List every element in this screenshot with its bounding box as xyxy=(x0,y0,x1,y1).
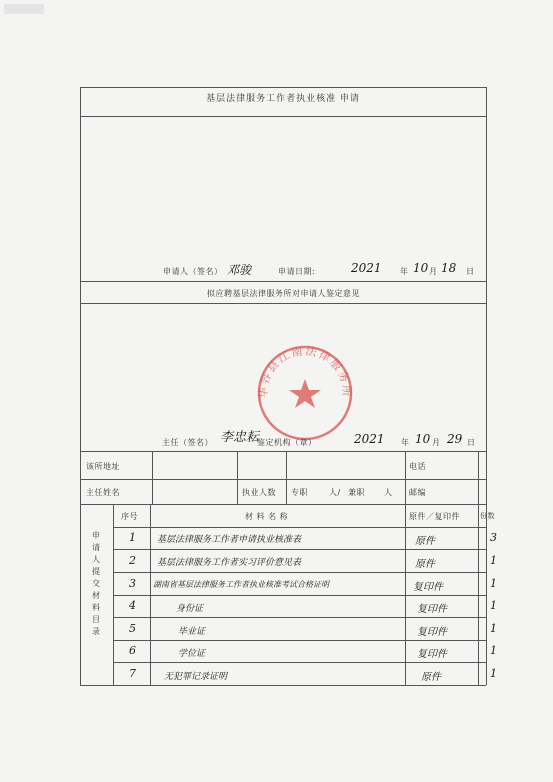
row-3-no: 3 xyxy=(129,577,136,590)
rule-title-bottom xyxy=(80,116,486,117)
rule-row5-bottom xyxy=(113,640,486,641)
rule-original-right xyxy=(478,504,479,685)
apply-day: 18 xyxy=(441,261,457,275)
apply-month-unit: 月 xyxy=(429,267,438,276)
row-7-no: 7 xyxy=(129,667,136,680)
row-4-no: 4 xyxy=(129,599,136,612)
org-day: 29 xyxy=(447,432,463,446)
rule-right xyxy=(486,87,487,685)
rule-side-label-right xyxy=(113,504,114,685)
rule-row6-bottom xyxy=(113,662,486,663)
row-2-name: 基层法律服务工作者实习评价意见表 xyxy=(157,558,302,568)
row-1-type: 原件 xyxy=(415,536,435,547)
rule-table-header-bottom xyxy=(113,527,486,528)
rule-address-label-right xyxy=(152,451,153,504)
apply-month: 10 xyxy=(413,261,429,275)
org-seal xyxy=(255,343,355,443)
row-4-name: 身份证 xyxy=(176,604,204,614)
row-1-no: 1 xyxy=(129,531,136,544)
row-1-name: 基层法律服务工作者申请执业核准表 xyxy=(157,535,302,545)
director-signature: 李忠耘 xyxy=(220,430,260,445)
org-year: 2021 xyxy=(354,432,385,446)
org-month: 10 xyxy=(415,432,431,446)
director-name-label: 主任姓名 xyxy=(86,488,120,497)
phone-label: 电话 xyxy=(409,462,426,471)
rule-staff-left xyxy=(237,479,238,504)
col-no-header: 序号 xyxy=(121,512,138,521)
parttime-label: 兼职 xyxy=(348,488,365,497)
rule-row-director-bottom xyxy=(80,504,486,505)
row-5-copies: 1 xyxy=(490,622,497,635)
rule-row4-bottom xyxy=(113,617,486,618)
rule-row2-bottom xyxy=(113,572,486,573)
org-day-unit: 日 xyxy=(467,438,476,447)
form-title: 基层法律服务工作者执业核准 申请 xyxy=(206,94,360,104)
apply-year: 2021 xyxy=(351,261,382,275)
rule-section2-bottom xyxy=(80,451,486,452)
apply-year-unit: 年 xyxy=(400,267,409,276)
address-label: 该所地址 xyxy=(86,462,120,471)
row-7-type: 原件 xyxy=(421,672,441,683)
apply-date-label: 申请日期: xyxy=(278,267,316,276)
row-2-copies: 1 xyxy=(490,554,497,567)
rule-address-mid xyxy=(237,451,238,479)
row-3-name: 湖南省基层法律服务工作者执业核准考试合格证明 xyxy=(153,580,329,589)
row-2-no: 2 xyxy=(129,554,136,567)
rule-phone-left xyxy=(405,451,406,504)
rule-row3-bottom xyxy=(113,595,486,596)
row-6-type: 复印件 xyxy=(417,649,447,660)
row-7-copies: 1 xyxy=(490,667,497,680)
rule-row1-bottom xyxy=(113,549,486,550)
section2-title: 拟应聘基层法律服务所对申请人鉴定意见 xyxy=(207,289,360,298)
row-5-no: 5 xyxy=(129,622,136,635)
row-3-copies: 1 xyxy=(490,577,497,590)
row-5-type: 复印件 xyxy=(417,627,447,638)
rule-staff-right xyxy=(286,479,287,504)
org-label: 鉴定机构（章） xyxy=(257,438,317,447)
row-5-name: 毕业证 xyxy=(178,627,206,637)
rule-top xyxy=(80,87,486,88)
rule-section2-title-bottom xyxy=(80,303,486,304)
row-1-copies: 3 xyxy=(490,531,497,544)
col-material-header: 材 料 名 称 xyxy=(245,512,289,521)
staff-count-label: 执业人数 xyxy=(242,488,276,497)
materials-side-label: 申 请 人 提 交 材 料 目 录 xyxy=(92,531,100,636)
row-6-no: 6 xyxy=(129,644,136,657)
rule-material-right xyxy=(405,504,406,685)
org-year-unit: 年 xyxy=(401,438,410,447)
row-7-name: 无犯罪记录证明 xyxy=(164,672,228,682)
postcode-label: 邮编 xyxy=(409,488,426,497)
rule-phone-right xyxy=(478,451,479,504)
rule-section1-bottom xyxy=(80,281,486,282)
row-4-copies: 1 xyxy=(490,599,497,612)
rule-no-right xyxy=(150,504,151,685)
rule-bottom xyxy=(80,685,486,686)
person-unit-1: 人/ xyxy=(329,488,341,497)
row-2-type: 原件 xyxy=(415,559,435,570)
row-4-type: 复印件 xyxy=(417,604,447,615)
rule-row-address-bottom xyxy=(80,479,486,480)
apply-day-unit: 日 xyxy=(466,267,475,276)
row-6-name: 学位证 xyxy=(178,649,206,659)
rule-left xyxy=(80,87,81,685)
org-month-unit: 月 xyxy=(432,438,441,447)
fulltime-label: 专职 xyxy=(291,488,308,497)
row-3-type: 复印件 xyxy=(413,582,443,593)
applicant-signature: 邓骏 xyxy=(227,263,252,277)
col-original-header: 原件／复印件 xyxy=(409,512,460,521)
director-label: 主任（签名） xyxy=(162,438,213,447)
col-copies-header: 份数 xyxy=(480,512,495,520)
person-unit-2: 人 xyxy=(384,488,393,497)
seal-text: 华容县江南法律服务所 xyxy=(256,344,354,399)
rule-address-mid2 xyxy=(286,451,287,479)
row-6-copies: 1 xyxy=(490,644,497,657)
applicant-label: 申请人（签名） xyxy=(163,267,223,276)
